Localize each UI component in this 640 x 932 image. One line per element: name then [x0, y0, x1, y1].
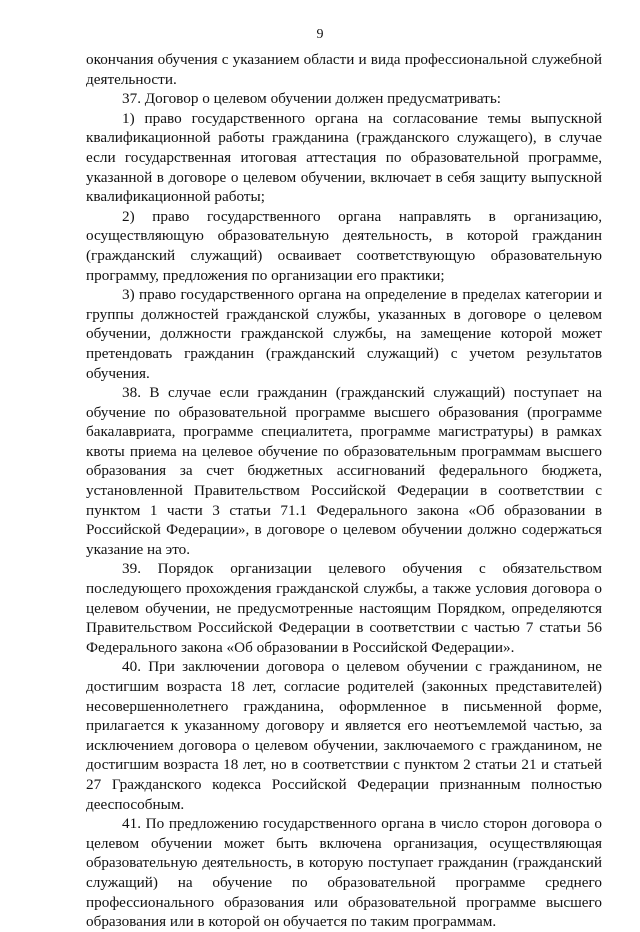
page-number: 9 [316, 27, 324, 42]
paragraph-39: 39. Порядок организации целевого обучения с обязательством последующего прохождения гражданской службы, а также условия договора о целевом обучении, не предусмотренные настоящим Порядком, определяются Правительством Российской Федерации в соответствии с частью 7 статьи 56 Федерального закона «Об образовании в Российской Федерации». [86, 560, 602, 656]
paragraph-38: 38. В случае если гражданин (гражданский служащий) поступает на обучение по образовательной программе высшего образования (программе бакалавриата, программе специалитета, программе магистратуры) в рамках квоты приема на целевое обучение по образовательным программам высшего образования за счет бюджетных ассигнований федерального бюджета, установленной Правительством Российской Федерации в соответствии с пунктом 1 части 3 статьи 71.1 Федерального закона «Об образовании в Российской Федерации», в договоре о целевом обучении должно содержаться указание на это. [86, 384, 602, 558]
paragraph-40: 40. При заключении договора о целевом обучении с гражданином, не достигшим возраста 18 лет, согласие родителей (законных представителей) несовершеннолетнего гражданина, оформленное в письменной форме, прилагается к указанному договору и является его неотъемлемой частью, за исключением договора о целевом обучении, заключаемого с гражданином, не достигшим возраста 18 лет, но в соответствии с пунктом 2 статьи 21 и статьей 27 Гражданского кодекса Российской Федерации признанным полностью дееспособным. [86, 658, 602, 813]
paragraph-41: 41. По предложению государственного органа в число сторон договора о целевом обучении может быть включена организация, осуществляющая образовательную деятельность, в которую поступает гражданин (гражданский служащий) на обучение по образовательной программе среднего профессионального образования или образовательной программе высшего образования или в которой он обучается по таким программам. [86, 815, 602, 931]
document-body [86, 50, 602, 932]
paragraph-continuation: окончания обучения с указанием области и вида профессиональной служебной деятельности. [86, 51, 602, 88]
paragraph-37-item-3: 3) право государственного органа на определение в пределах категории и группы должностей гражданской службы, указанных в договоре о целевом обучении, должности гражданской службы, на замещение которой может претендовать гражданин (гражданский служащий) с учетом результатов обучения. [86, 286, 602, 382]
paragraph-37-item-2: 2) право государственного органа направлять в организацию, осуществляющую образовательную деятельность, в которой гражданин (гражданский служащий) осваивает соответствующую образовательную программу, предложения по организации его практики; [86, 207, 602, 284]
paragraph-37: 37. Договор о целевом обучении должен предусматривать: [122, 90, 501, 108]
paragraph-37-item-1: 1) право государственного органа на согласование темы выпускной квалификационной работы гражданина (гражданского служащего), в случае если государственная итоговая аттестация по образовательной программе, указанной в договоре о целевом обучении, включает в себя защиту выпускной квалификационной работы; [86, 109, 602, 206]
